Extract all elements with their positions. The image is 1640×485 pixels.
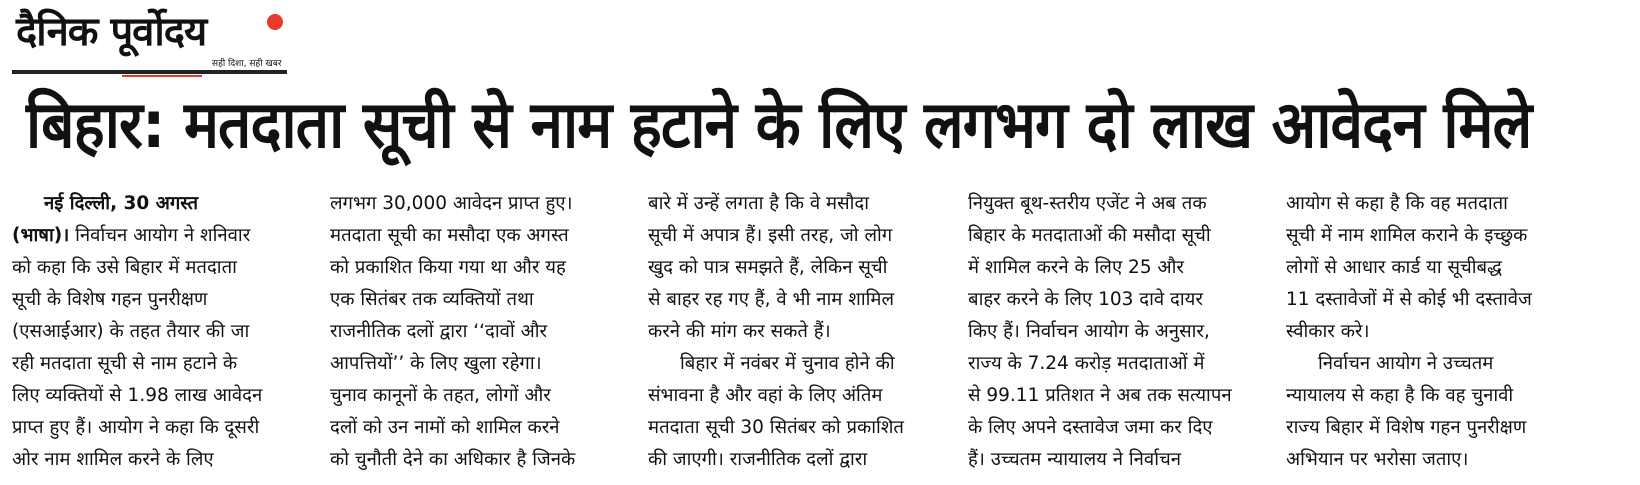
article-line bbox=[12, 348, 318, 380]
article-line bbox=[968, 316, 1274, 348]
article-line-text: रही मतदाता सूची से नाम हटाने के bbox=[12, 353, 238, 374]
article-line-text: (एसआईआर) के तहत तैयार की जा bbox=[12, 321, 250, 342]
article-line bbox=[648, 188, 954, 220]
article-line bbox=[12, 188, 318, 220]
article-headline: बिहार: मतदाता सूची से नाम हटाने के लिए लगभग दो लाख आवेदन मिले bbox=[26, 88, 1532, 163]
article-line-text: बिहार में नवंबर में चुनाव होने की bbox=[680, 353, 895, 374]
article-line-text: स्वीकार करे। bbox=[1286, 321, 1370, 342]
article-line-text: को चुनौती देने का अधिकार है जिनके bbox=[330, 449, 576, 470]
article-line-text: बाहर करने के लिए 103 दावे दायर bbox=[968, 289, 1203, 310]
article-line bbox=[330, 444, 636, 476]
article-line-text: को कहा कि उसे बिहार में मतदाता bbox=[12, 257, 237, 278]
article-line-text: राज्य के 7.24 करोड़ मतदाताओं में bbox=[968, 353, 1205, 374]
article-line bbox=[648, 444, 954, 476]
article-line-text: निर्वाचन आयोग ने उच्चतम bbox=[1318, 353, 1494, 374]
article-line-text: संभावना है और वहां के लिए अंतिम bbox=[648, 385, 883, 406]
article-line-text: आयोग से कहा है कि वह मतदाता bbox=[1286, 193, 1508, 214]
article-line bbox=[968, 412, 1274, 444]
article-line-text: की जाएगी। राजनीतिक दलों द्वारा bbox=[648, 449, 868, 470]
article-line bbox=[648, 284, 954, 316]
article-line-text: को प्रकाशित किया गया था और यह bbox=[330, 257, 566, 278]
article-column-1 bbox=[12, 188, 318, 478]
article-line-text: किए हैं। निर्वाचन आयोग के अनुसार, bbox=[968, 321, 1210, 342]
article-line-text: चुनाव कानूनों के तहत, लोगों और bbox=[330, 385, 551, 406]
article-line bbox=[1286, 252, 1592, 284]
article-line-text: ओर नाम शामिल करने के लिए bbox=[12, 449, 214, 470]
article-line bbox=[968, 188, 1274, 220]
article-line-text: मतदाता सूची 30 सितंबर को प्रकाशित bbox=[648, 417, 904, 438]
article-line bbox=[330, 348, 636, 380]
article-line-text: राज्य बिहार में विशेष गहन पुनरीक्षण bbox=[1286, 417, 1527, 438]
article-line bbox=[1286, 220, 1592, 252]
article-line-text: लिए व्यक्तियों से 1.98 लाख आवेदन bbox=[12, 385, 263, 406]
article-line-text: करने की मांग कर सकते हैं। bbox=[648, 321, 831, 342]
article-line-text: में शामिल करने के लिए 25 और bbox=[968, 257, 1184, 278]
article-line-text: 11 दस्तावेजों में से कोई भी दस्तावेज bbox=[1286, 289, 1532, 310]
masthead-rule bbox=[12, 70, 287, 74]
article-line bbox=[648, 316, 954, 348]
article-line bbox=[12, 284, 318, 316]
article-line bbox=[1286, 284, 1592, 316]
article-line bbox=[968, 348, 1274, 380]
article-line-text: हैं। उच्चतम न्यायालय ने निर्वाचन bbox=[968, 449, 1182, 470]
article-line-text: बिहार के मतदाताओं की मसौदा सूची bbox=[968, 225, 1211, 246]
article-line bbox=[648, 348, 954, 380]
newspaper-name: दैनिक पूर्वोदय bbox=[16, 9, 207, 55]
article-line-text: नियुक्त बूथ-स्तरीय एजेंट ने अब तक bbox=[968, 193, 1207, 214]
article-line bbox=[330, 220, 636, 252]
article-line bbox=[648, 252, 954, 284]
article-line-text: बारे में उन्हें लगता है कि वे मसौदा bbox=[648, 193, 870, 214]
article-line bbox=[968, 380, 1274, 412]
article-line bbox=[648, 220, 954, 252]
article-line-text: से 99.11 प्रतिशत ने अब तक सत्यापन bbox=[968, 385, 1232, 406]
article-line bbox=[968, 444, 1274, 476]
article-line bbox=[648, 412, 954, 444]
article-line-text: निर्वाचन आयोग ने शनिवार bbox=[69, 225, 251, 246]
article-line bbox=[12, 316, 318, 348]
article-line bbox=[12, 444, 318, 476]
article-line bbox=[968, 252, 1274, 284]
article-line bbox=[12, 380, 318, 412]
article-line-text: सूची में नाम शामिल कराने के इच्छुक bbox=[1286, 225, 1528, 246]
article-line-text: अभियान पर भरोसा जताए। bbox=[1286, 449, 1469, 470]
article-line bbox=[330, 284, 636, 316]
article-line-text: दलों को उन नामों को शामिल करने bbox=[330, 417, 560, 438]
article-line bbox=[330, 380, 636, 412]
article-column-5 bbox=[1286, 188, 1592, 478]
article-line bbox=[1286, 316, 1592, 348]
masthead bbox=[12, 4, 287, 74]
article-line-text: के लिए अपने दस्तावेज जमा कर दिए bbox=[968, 417, 1213, 438]
article-line-text: सूची के विशेष गहन पुनरीक्षण bbox=[12, 289, 208, 310]
article-line bbox=[1286, 348, 1592, 380]
newspaper-tagline: सही दिशा, सही खबर bbox=[212, 59, 282, 69]
article-line bbox=[968, 220, 1274, 252]
article-line-text: खुद को पात्र समझते हैं, लेकिन सूची bbox=[648, 257, 888, 278]
article-line bbox=[968, 284, 1274, 316]
article-line bbox=[330, 252, 636, 284]
article-line-text: राजनीतिक दलों द्वारा ‘‘दावों और bbox=[330, 321, 548, 342]
article-line-text: न्यायालय से कहा है कि वह चुनावी bbox=[1286, 385, 1514, 406]
article-line-text: लोगों से आधार कार्ड या सूचीबद्ध bbox=[1286, 257, 1502, 278]
dateline: नई दिल्ली, 30 अगस्त bbox=[44, 193, 199, 214]
article-line bbox=[1286, 444, 1592, 476]
dateline: (भाषा)। bbox=[12, 225, 70, 246]
article-line bbox=[330, 412, 636, 444]
article-line-text: लगभग 30,000 आवेदन प्राप्त हुए। bbox=[330, 193, 573, 214]
masthead-logo-dot-icon bbox=[267, 14, 283, 30]
article-line-text: प्राप्त हुए हैं। आयोग ने कहा कि दूसरी bbox=[12, 417, 260, 438]
article-column-4 bbox=[968, 188, 1274, 478]
article-line bbox=[12, 252, 318, 284]
article-body bbox=[12, 188, 1632, 478]
article-line bbox=[1286, 412, 1592, 444]
article-line bbox=[330, 316, 636, 348]
article-line-text: मतदाता सूची का मसौदा एक अगस्त bbox=[330, 225, 569, 246]
article-line-text: सूची में अपात्र हैं। इसी तरह, जो लोग bbox=[648, 225, 893, 246]
article-line bbox=[12, 220, 318, 252]
article-column-2 bbox=[330, 188, 636, 478]
article-line bbox=[648, 380, 954, 412]
article-line-text: एक सितंबर तक व्यक्तियों तथा bbox=[330, 289, 534, 310]
article-line bbox=[12, 412, 318, 444]
article-line bbox=[330, 188, 636, 220]
article-line bbox=[1286, 380, 1592, 412]
article-line-text: आपत्तियों’’ के लिए खुला रहेगा। bbox=[330, 353, 542, 374]
article-line bbox=[1286, 188, 1592, 220]
article-line-text: से बाहर रह गए हैं, वे भी नाम शामिल bbox=[648, 289, 895, 310]
article-column-3 bbox=[648, 188, 954, 478]
